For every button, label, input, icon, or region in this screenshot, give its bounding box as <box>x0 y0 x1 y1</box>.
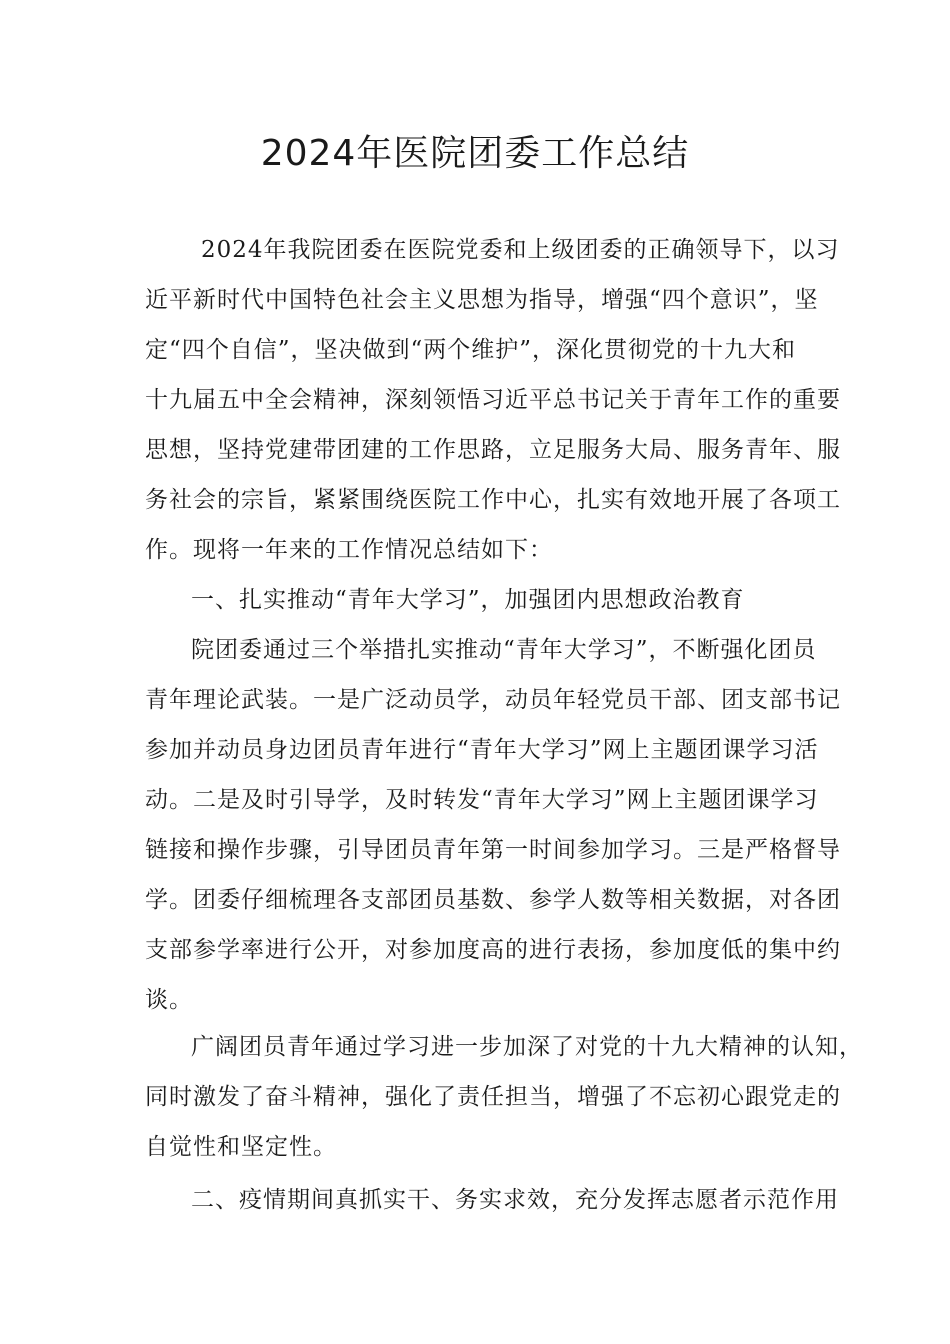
section-1-paragraph <box>145 625 841 1025</box>
paragraph-line: 作。现将一年来的工作情况总结如下： <box>145 537 553 563</box>
paragraph-line: 定“四个自信”，坚决做到“两个维护”，深化贯彻党的十九大和 <box>145 337 797 363</box>
paragraph-line: 学。团委仔细梳理各支部团员基数、参学人数等相关数据，对各团 <box>145 887 841 913</box>
section-heading-text: 一、扎实推动“青年大学习”，加强团内思想政治教育 <box>191 587 745 613</box>
paragraph-line: 思想，坚持党建带团建的工作思路，立足服务大局、服务青年、服 <box>145 437 841 463</box>
paragraph-line: 青年理论武装。一是广泛动员学，动员年轻党员干部、团支部书记 <box>145 687 841 713</box>
paragraph-line: 近平新时代中国特色社会主义思想为指导，增强“四个意识”，坚 <box>145 287 819 313</box>
document-title: 2024年医院团委工作总结 <box>260 133 690 174</box>
intro-paragraph <box>145 225 841 575</box>
paragraph-line: 链接和操作步骤，引导团员青年第一时间参加学习。三是严格督导 <box>145 837 841 863</box>
paragraph-line: 广阔团员青年通过学习进一步加深了对党的十九大精神的认知， <box>191 1034 863 1060</box>
section-heading-1 <box>145 575 810 625</box>
paragraph-line: 动。二是及时引导学，及时转发“青年大学习”网上主题团课学习 <box>145 787 819 813</box>
section-heading-2 <box>145 1175 839 1225</box>
paragraph-line: 十九届五中全会精神，深刻领悟习近平总书记关于青年工作的重要 <box>145 387 841 413</box>
paragraph-line: 院团委通过三个举措扎实推动“青年大学习”，不断强化团员 <box>191 637 817 663</box>
section-1-summary-paragraph <box>145 1022 863 1172</box>
paragraph-line: 自觉性和坚定性。 <box>145 1134 337 1160</box>
paragraph-line: 支部参学率进行公开，对参加度高的进行表扬，参加度低的集中约 <box>145 937 841 963</box>
paragraph-line: 参加并动员身边团员青年进行“青年大学习”网上主题团课学习活 <box>145 737 819 763</box>
paragraph-line: 务社会的宗旨，紧紧围绕医院工作中心，扎实有效地开展了各项工 <box>145 487 841 513</box>
paragraph-line: 同时激发了奋斗精神，强化了责任担当，增强了不忘初心跟党走的 <box>145 1084 841 1110</box>
paragraph-line: 2024年我院团委在医院党委和上级团委的正确领导下，以习 <box>201 237 840 263</box>
paragraph-line: 谈。 <box>145 987 193 1013</box>
section-heading-text: 二、疫情期间真抓实干、务实求效，充分发挥志愿者示范作用 <box>191 1187 839 1213</box>
